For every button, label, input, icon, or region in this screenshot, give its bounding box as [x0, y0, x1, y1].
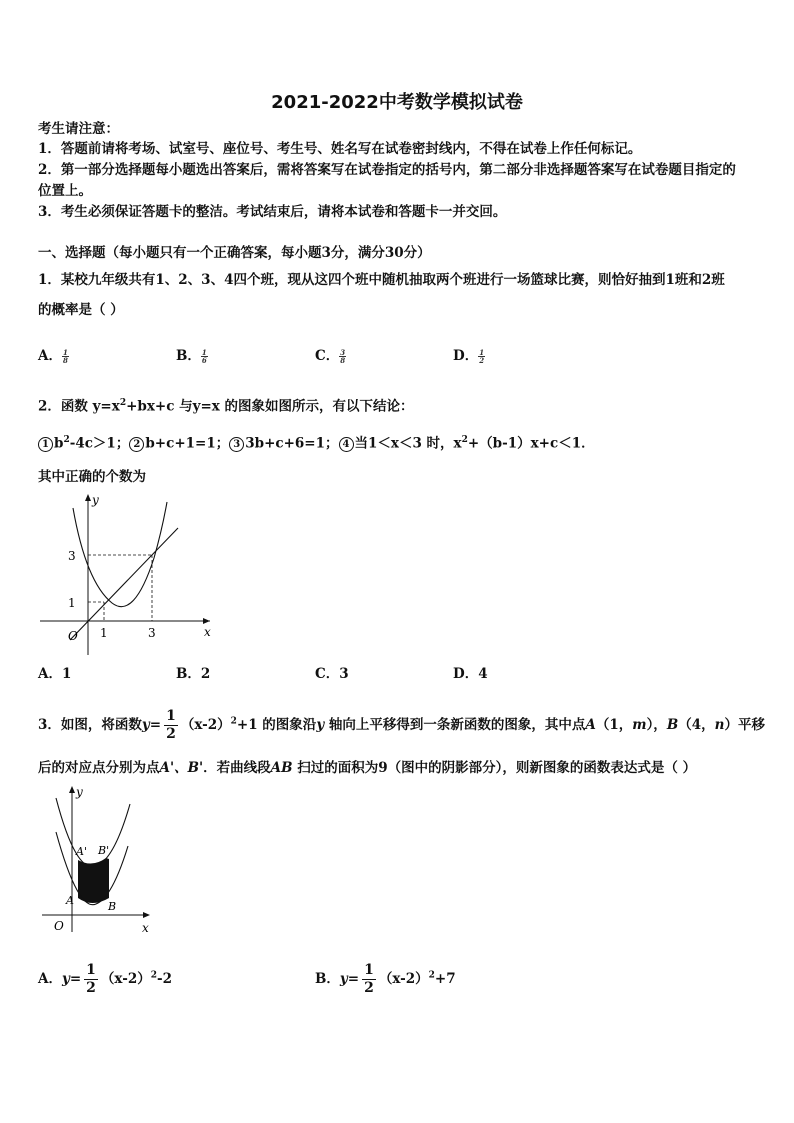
q2-tick-y3: 3: [68, 549, 76, 563]
notice-item-1: 1．答题前请将考场、试室号、座位号、考生号、姓名写在试卷密封线内，不得在试卷上作任何标记。: [38, 141, 642, 157]
q3-point-b1-label: B': [98, 844, 110, 857]
q3-option-a: A．y= $\frac{1}{2}$ $(x-2)^2-2$: [38, 962, 172, 996]
q2-line-y-equals-x: [70, 528, 178, 640]
q1-option-a: A． $\frac{1}{8}$: [38, 348, 68, 365]
q2-y-arrow: [85, 494, 91, 501]
q3-point-b-label: B: [108, 900, 117, 913]
page-title: 2021-2022中考数学模拟试卷: [271, 92, 523, 113]
q3-graph: [36, 782, 166, 942]
q2-option-d: D．4: [453, 666, 488, 682]
q3-point-a-label: A: [66, 894, 74, 907]
q1-stem-line1: 1．某校九年级共有1、2、3、4四个班，现从这四个班中随机抽取两个班进行一场篮球比赛，则恰好抽到1班和2班: [38, 272, 725, 288]
q3-y-label: y: [76, 785, 83, 799]
q2-tick-y1: 1: [68, 596, 76, 610]
q1-option-d: D． $\frac{1}{2}$: [453, 348, 485, 365]
q2-option-b: B．2: [176, 666, 211, 682]
notice-item-2-cont: 位置上。: [38, 183, 92, 199]
q3-origin-label: O: [54, 919, 64, 933]
q3-point-a1-label: A': [76, 845, 87, 858]
q2-graph: [30, 490, 220, 660]
q2-option-a: A．1: [38, 666, 72, 682]
q1-option-c: C． $\frac{3}{8}$: [315, 348, 346, 365]
q2-origin-label: O: [68, 629, 78, 643]
q3-x-arrow: [143, 912, 150, 918]
notice-item-2: 2．第一部分选择题每小题选出答案后，需将答案写在试卷指定的括号内，第二部分非选择题答案写在试卷题目指定的: [38, 162, 736, 178]
q2-conclusions: 1 $b^2-4c>1$； 2 b+c+1=1； 3 3b+c+6=1； 4 当1＜x＜3 时，$x^2+(b-1)x+c<1$．: [38, 430, 595, 454]
q3-y-arrow: [69, 786, 75, 793]
q1-option-b: B． $\frac{1}{6}$: [176, 348, 207, 365]
q2-y-label: y: [92, 493, 99, 507]
q3-stem-line1: 3．如图，将函数y= $\frac{1}{2}$ $(x-2)^2+1$ 的图象沿y 轴向上平移得到一条新函数的图象，其中点A（1，m），B（4，n）平移: [38, 708, 765, 742]
q2-x-label: x: [204, 625, 211, 639]
q3-x-label: x: [142, 921, 149, 935]
q2-x-arrow: [203, 618, 210, 624]
q3-shaded-region: [78, 858, 109, 903]
q2-stem: 2．函数 $y=x^2+bx+c$ 与y=x 的图象如图所示，有以下结论：: [38, 398, 414, 415]
q2-option-c: C．3: [315, 666, 349, 682]
notice-heading: 考生请注意：: [38, 121, 119, 137]
q2-tick-x1: 1: [100, 626, 108, 640]
q3-option-b: B．y= $\frac{1}{2}$ $(x-2)^2+7$: [315, 962, 456, 996]
q2-question: 其中正确的个数为: [38, 469, 146, 485]
q2-tick-x3: 3: [148, 626, 156, 640]
q1-stem-line2: 的概率是（ ）: [38, 302, 124, 318]
q3-upper-parabola: [56, 798, 130, 867]
notice-item-3: 3．考生必须保证答题卡的整洁。考试结束后，请将本试卷和答题卡一并交回。: [38, 204, 507, 220]
q3-stem-line2: 后的对应点分别为点A'、B'．若曲线段AB 扫过的面积为9（图中的阴影部分），则新图象的函数表达式是（ ）: [38, 760, 697, 776]
section-heading: 一、选择题（每小题只有一个正确答案，每小题3分，满分30分）: [38, 245, 431, 261]
